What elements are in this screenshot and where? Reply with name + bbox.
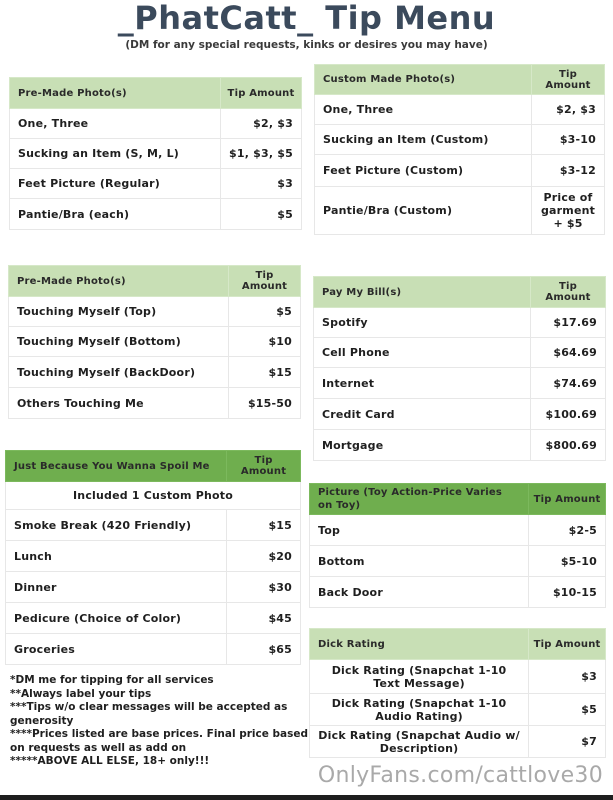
table-row bbox=[6, 634, 301, 665]
table-row bbox=[314, 338, 606, 368]
footnote: *****ABOVE ALL ELSE, 18+ only!!! bbox=[10, 755, 210, 767]
item-label: Cell Phone bbox=[314, 338, 531, 368]
item-price: $5 bbox=[229, 297, 301, 327]
item-price: $2-5 bbox=[529, 515, 606, 546]
watermark: OnlyFans.com/cattlove30 bbox=[317, 763, 603, 788]
item-price: $45 bbox=[227, 603, 301, 634]
table-row bbox=[6, 541, 301, 572]
item-label: Touching Myself (BackDoor) bbox=[9, 357, 229, 388]
item-label: Dick Rating (Snapchat 1-10 Audio Rating) bbox=[310, 694, 529, 726]
table-header: Custom Made Photo(s) bbox=[315, 65, 532, 95]
item-price: $2, $3 bbox=[532, 95, 605, 125]
item-label: Smoke Break (420 Friendly) bbox=[6, 510, 227, 541]
item-label: Groceries bbox=[6, 634, 227, 665]
item-price: $5 bbox=[529, 694, 606, 726]
item-price: $65 bbox=[227, 634, 301, 665]
tip-amount-header: Tip Amount bbox=[221, 78, 302, 109]
item-label: Spotify bbox=[314, 308, 531, 338]
tip-amount-header: Tip Amount bbox=[529, 629, 606, 660]
item-price: $17.69 bbox=[531, 308, 606, 338]
table-row bbox=[9, 357, 301, 388]
item-label: Pantie/Bra (Custom) bbox=[315, 187, 532, 235]
footnotes bbox=[10, 674, 310, 769]
table-row bbox=[9, 388, 301, 419]
spoil-me-table bbox=[5, 450, 301, 665]
item-price: $3 bbox=[529, 660, 606, 694]
table-header: Just Because You Wanna Spoil Me bbox=[6, 451, 227, 482]
item-label: One, Three bbox=[10, 109, 221, 139]
footnote: **Always label your tips bbox=[10, 687, 152, 700]
footnote: ****Prices listed are base prices. Final price based on requests as well as add on bbox=[10, 728, 309, 754]
table-row bbox=[315, 155, 605, 187]
item-label: Pedicure (Choice of Color) bbox=[6, 603, 227, 634]
item-label: Dick Rating (Snapchat Audio w/ Description) bbox=[310, 726, 529, 758]
table-row bbox=[10, 199, 302, 230]
item-price: $800.69 bbox=[531, 430, 606, 461]
dick-rating-table bbox=[309, 628, 606, 758]
premade-photos-touching-table bbox=[8, 265, 301, 419]
item-label: Sucking an Item (Custom) bbox=[315, 125, 532, 155]
table-row bbox=[10, 139, 302, 169]
item-price: $10-15 bbox=[529, 577, 606, 608]
table-row bbox=[315, 95, 605, 125]
item-price: Price of garment + $5 bbox=[532, 187, 605, 235]
item-price: $2, $3 bbox=[221, 109, 302, 139]
item-price: $30 bbox=[227, 572, 301, 603]
table-row bbox=[310, 515, 606, 546]
included-note: Included 1 Custom Photo bbox=[6, 482, 301, 510]
item-price: $74.69 bbox=[531, 368, 606, 399]
tip-amount-header: Tip Amount bbox=[529, 484, 606, 515]
table-header: Pay My Bill(s) bbox=[314, 277, 531, 308]
item-label: Credit Card bbox=[314, 399, 531, 430]
item-label: Sucking an Item (S, M, L) bbox=[10, 139, 221, 169]
toy-action-table bbox=[309, 483, 606, 608]
table-row bbox=[6, 482, 301, 510]
item-label: Dick Rating (Snapchat 1-10 Text Message) bbox=[310, 660, 529, 694]
premade-photos-table bbox=[9, 77, 302, 230]
table-header: Pre-Made Photo(s) bbox=[10, 78, 221, 109]
tip-amount-header: Tip Amount bbox=[531, 277, 606, 308]
item-price: $15 bbox=[227, 510, 301, 541]
table-row bbox=[314, 308, 606, 338]
item-price: $20 bbox=[227, 541, 301, 572]
tip-amount-header: Tip Amount bbox=[229, 266, 301, 297]
footnote: ***Tips w/o clear messages will be accepted as generosity bbox=[10, 701, 288, 727]
item-price: $3-10 bbox=[532, 125, 605, 155]
item-price: $3-12 bbox=[532, 155, 605, 187]
item-price: $64.69 bbox=[531, 338, 606, 368]
item-label: Touching Myself (Bottom) bbox=[9, 327, 229, 357]
item-price: $10 bbox=[229, 327, 301, 357]
item-price: $5 bbox=[221, 199, 302, 230]
item-label: Others Touching Me bbox=[9, 388, 229, 419]
table-row bbox=[310, 694, 606, 726]
table-row bbox=[310, 546, 606, 577]
item-label: Bottom bbox=[310, 546, 529, 577]
item-price: $5-10 bbox=[529, 546, 606, 577]
table-row bbox=[315, 125, 605, 155]
table-row bbox=[6, 603, 301, 634]
item-label: Touching Myself (Top) bbox=[9, 297, 229, 327]
table-row bbox=[314, 430, 606, 461]
table-header: Pre-Made Photo(s) bbox=[9, 266, 229, 297]
table-row bbox=[314, 399, 606, 430]
item-label: Internet bbox=[314, 368, 531, 399]
table-row bbox=[310, 577, 606, 608]
item-price: $15-50 bbox=[229, 388, 301, 419]
item-label: Feet Picture (Regular) bbox=[10, 169, 221, 199]
table-row bbox=[10, 169, 302, 199]
table-row bbox=[310, 726, 606, 758]
item-label: Back Door bbox=[310, 577, 529, 608]
table-row bbox=[6, 510, 301, 541]
table-row bbox=[9, 327, 301, 357]
item-label: Pantie/Bra (each) bbox=[10, 199, 221, 230]
table-row bbox=[10, 109, 302, 139]
item-label: Feet Picture (Custom) bbox=[315, 155, 532, 187]
pay-my-bills-table bbox=[313, 276, 606, 461]
table-header: Picture (Toy Action-Price Varies on Toy) bbox=[310, 484, 529, 515]
item-price: $1, $3, $5 bbox=[221, 139, 302, 169]
item-label: Dinner bbox=[6, 572, 227, 603]
tip-amount-header: Tip Amount bbox=[227, 451, 301, 482]
item-label: Mortgage bbox=[314, 430, 531, 461]
footnote: *DM me for tipping for all services bbox=[10, 674, 214, 686]
tip-amount-header: Tip Amount bbox=[532, 65, 605, 95]
custom-photos-table bbox=[314, 64, 605, 235]
item-price: $15 bbox=[229, 357, 301, 388]
page-title: _PhatCatt_ Tip Menu bbox=[117, 0, 496, 37]
item-label: One, Three bbox=[315, 95, 532, 125]
item-price: $3 bbox=[221, 169, 302, 199]
item-price: $100.69 bbox=[531, 399, 606, 430]
item-label: Top bbox=[310, 515, 529, 546]
table-row bbox=[310, 660, 606, 694]
table-row bbox=[315, 187, 605, 235]
item-price: $7 bbox=[529, 726, 606, 758]
table-row bbox=[314, 368, 606, 399]
bottom-bar bbox=[0, 795, 613, 800]
table-header: Dick Rating bbox=[310, 629, 529, 660]
table-row bbox=[9, 297, 301, 327]
page-subtitle: (DM for any special requests, kinks or desires you may have) bbox=[125, 39, 488, 51]
table-row bbox=[6, 572, 301, 603]
item-label: Lunch bbox=[6, 541, 227, 572]
